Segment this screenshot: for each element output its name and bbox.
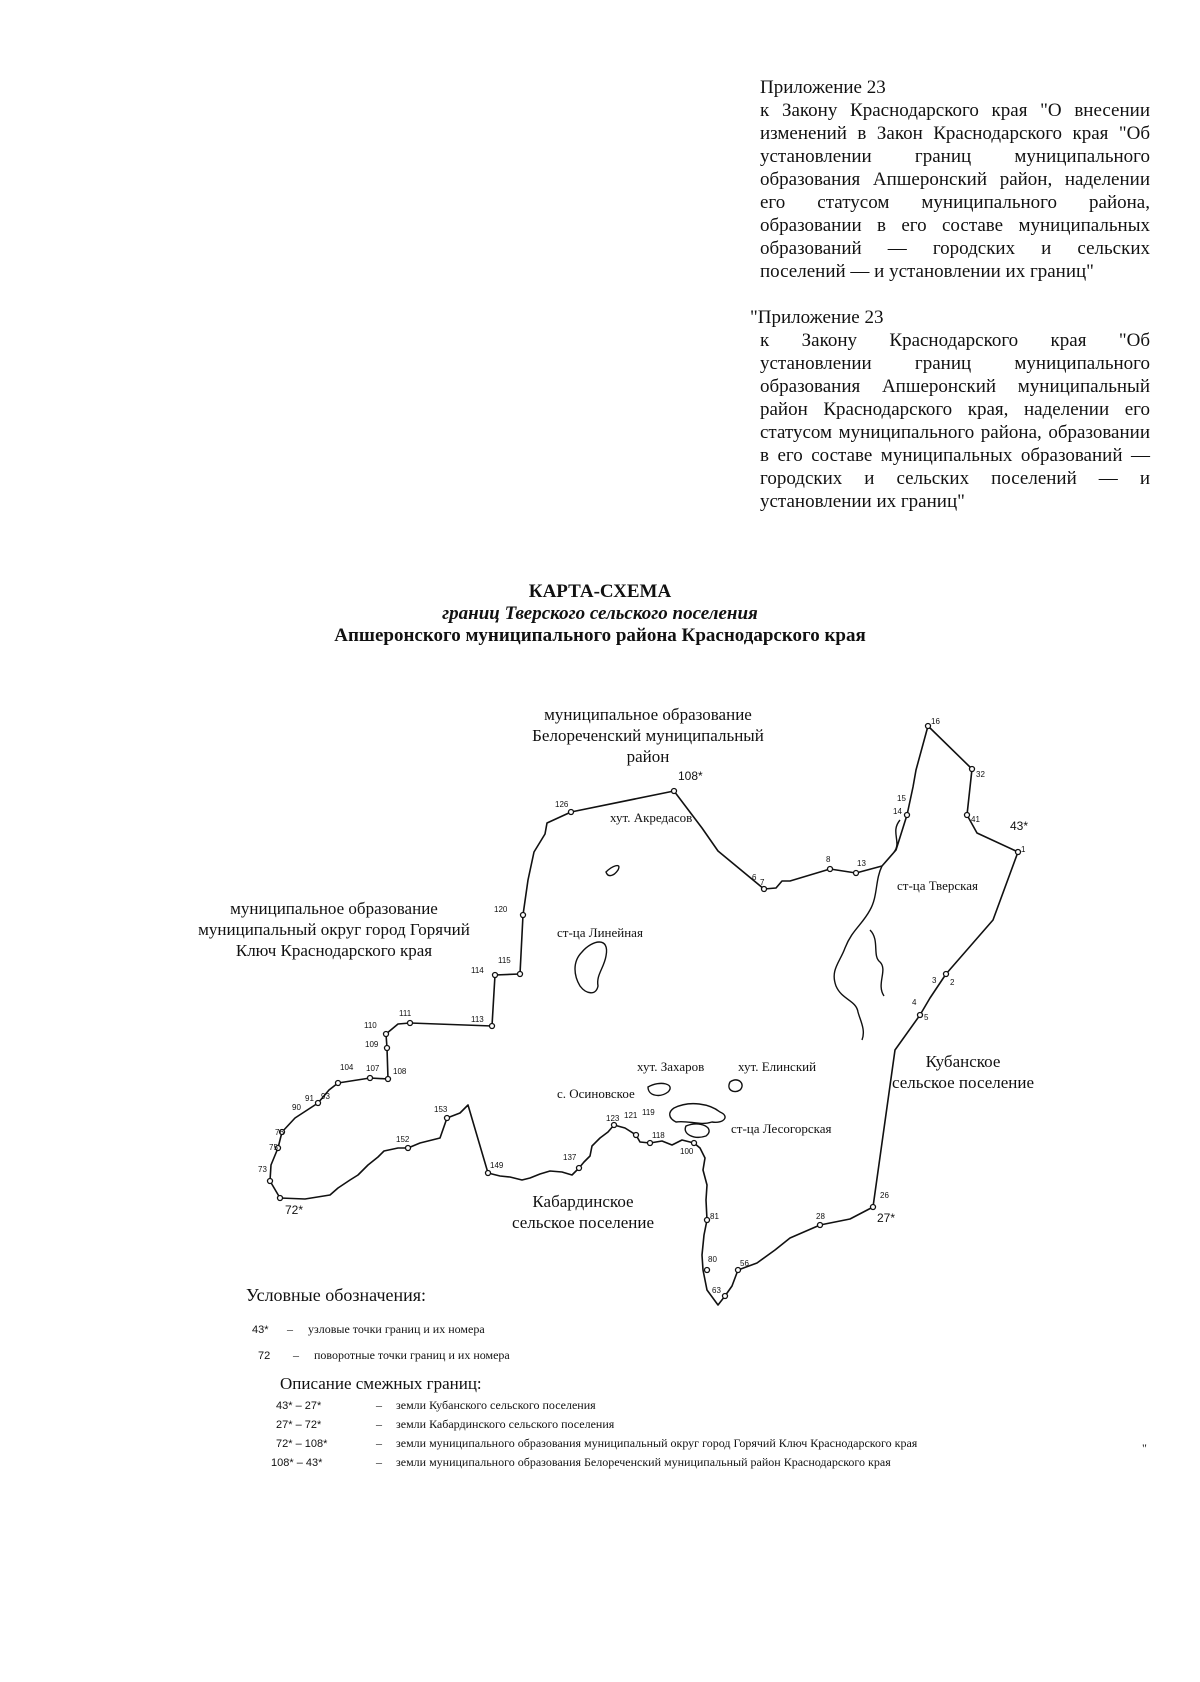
island-lesogorskaya	[670, 1104, 725, 1124]
node-91	[316, 1101, 321, 1106]
node-14	[905, 813, 910, 818]
node-113	[490, 1024, 495, 1029]
legend-text-2: поворотные точки границ и их номера	[314, 1348, 510, 1362]
adjacent-range-1: 43* – 27*	[276, 1400, 322, 1412]
label-115: 115	[498, 956, 511, 965]
node-118	[648, 1141, 653, 1146]
settlement-tverskaya: ст-ца Тверская	[897, 878, 979, 893]
node-8	[828, 867, 833, 872]
label-13: 13	[857, 859, 866, 868]
settlement-osinovskoe: с. Осиновское	[557, 1086, 635, 1101]
label-28: 28	[816, 1212, 825, 1221]
region-labels	[198, 705, 1034, 1232]
label-32: 32	[976, 770, 985, 779]
annex-2-title: "Приложение 23	[750, 307, 884, 328]
label-120: 120	[494, 905, 508, 914]
legend-key-2: 72	[258, 1350, 271, 1362]
label-80: 80	[708, 1255, 717, 1264]
node-120	[521, 913, 526, 918]
node-13	[854, 871, 859, 876]
node-107	[368, 1076, 373, 1081]
label-114: 114	[471, 966, 484, 975]
region-south-line-2: сельское поселение	[511, 1213, 655, 1232]
label-110: 110	[364, 1021, 377, 1030]
closing-quote-mark: "	[1142, 1441, 1147, 1455]
adjacent-range-4: 108* – 43*	[271, 1457, 323, 1469]
legend-row-1	[252, 1322, 485, 1337]
settlement-lineynaya: ст-ца Линейная	[557, 925, 643, 940]
label-63: 63	[712, 1286, 721, 1295]
island-elinsky	[729, 1080, 742, 1092]
node-119	[634, 1133, 639, 1138]
label-90: 90	[292, 1103, 301, 1112]
label-72: 72*	[285, 1203, 304, 1217]
region-west-line-2: муниципальный округ город Горячий	[198, 920, 470, 939]
label-149: 149	[490, 1161, 504, 1170]
label-14: 14	[893, 807, 902, 816]
adjacent-text-1: земли Кубанского сельского поселения	[396, 1398, 596, 1412]
label-6: 6	[752, 873, 757, 882]
label-2: 2	[950, 978, 955, 987]
adjacent-text-4: земли муниципального образования Белореченский муниципальный район Краснодарского края	[396, 1455, 891, 1469]
label-137: 137	[563, 1153, 577, 1162]
legend-text-1: узловые точки границ и их номера	[308, 1322, 485, 1336]
region-west-line-3: Ключ Краснодарского края	[235, 941, 433, 960]
legend-title: Условные обозначения:	[246, 1285, 427, 1305]
map-title-line-1: КАРТА-СХЕМА	[528, 581, 672, 602]
node-7	[762, 887, 767, 892]
label-8: 8	[826, 855, 831, 864]
adjacent-row-2: 27* – 72* – земли Кабардинского сельского поселения	[276, 1417, 615, 1431]
label-81: 81	[710, 1212, 719, 1221]
label-111: 111	[399, 1009, 412, 1018]
label-100: 100	[680, 1147, 694, 1156]
map-title-line-3: Апшеронского муниципального района Краснодарского края	[334, 625, 866, 646]
adjacent-range-2: 27* – 72*	[276, 1419, 322, 1431]
node-28	[818, 1223, 823, 1228]
node-32	[970, 767, 975, 772]
label-5: 5	[924, 1013, 929, 1022]
label-118: 118	[652, 1131, 665, 1140]
node-1	[1016, 850, 1021, 855]
region-east-line-2: сельское поселение	[891, 1073, 1035, 1092]
node-80	[705, 1268, 710, 1273]
node-73	[268, 1179, 273, 1184]
river-tverskaya	[834, 866, 882, 1040]
label-91: 91	[305, 1094, 314, 1103]
label-153: 153	[434, 1105, 448, 1114]
label-113: 113	[471, 1015, 484, 1024]
region-south-line-1: Кабардинское	[532, 1192, 634, 1211]
settlement-elinsky: хут. Елинский	[738, 1059, 817, 1074]
label-108-turn: 108	[393, 1067, 407, 1076]
label-26: 26	[880, 1191, 889, 1200]
label-107: 107	[366, 1064, 380, 1073]
label-75: 75	[269, 1143, 278, 1152]
node-63	[723, 1294, 728, 1299]
node-126	[569, 810, 574, 815]
adjacent-row-4: 108* – 43* – земли муниципального образования Белореченский муниципальный район Краснодарского края	[271, 1455, 891, 1469]
island-zakharov	[648, 1083, 670, 1095]
node-81	[705, 1218, 710, 1223]
label-119: 119	[642, 1108, 655, 1117]
label-16: 16	[931, 717, 940, 726]
settlement-akredasov: хут. Акредасов	[610, 810, 693, 825]
label-7: 7	[760, 878, 765, 887]
node-152	[406, 1146, 411, 1151]
node-104	[336, 1081, 341, 1086]
label-123: 123	[606, 1114, 620, 1123]
annex-1-text: к Закону Краснодарского края "О внесении изменений в Закон Краснодарского края "Об установлении границ муниципального образования Апшеронский район, наделении его статусом муниципального района, образовании в его составе муниципальных образований — городских и сельских поселений — и установлении их границ"	[760, 100, 1150, 282]
label-93: 93	[321, 1092, 330, 1101]
node-123	[612, 1123, 617, 1128]
node-110	[384, 1032, 389, 1037]
region-north-line-3: район	[626, 747, 670, 766]
region-west-line-1: муниципальное образование	[230, 899, 438, 918]
node-153	[445, 1116, 450, 1121]
label-73: 73	[258, 1165, 267, 1174]
legend-dash-2: –	[293, 1348, 299, 1362]
label-121: 121	[624, 1111, 638, 1120]
node-2	[944, 972, 949, 977]
label-76: 76	[275, 1128, 284, 1137]
label-126: 126	[555, 800, 569, 809]
adjacent-range-3: 72* – 108*	[276, 1438, 328, 1450]
label-56: 56	[740, 1259, 749, 1268]
settlement-zakharov: хут. Захаров	[637, 1059, 705, 1074]
label-15: 15	[897, 794, 906, 803]
region-north-line-2: Белореченский муниципальный	[532, 726, 764, 745]
node-115	[518, 972, 523, 977]
node-56	[736, 1268, 741, 1273]
legend-key-1: 43*	[252, 1324, 269, 1336]
label-108-node: 108*	[678, 769, 703, 783]
island-lesogorskaya-2	[685, 1124, 709, 1137]
region-north-line-1: муниципальное образование	[544, 705, 752, 724]
adjacent-row-3: 72* – 108* – земли муниципального образования муниципальный округ город Горячий Ключ Краснодарского края	[276, 1436, 918, 1450]
label-109: 109	[365, 1040, 379, 1049]
annex-2-text: к Закону Краснодарского края "Об установлении границ муниципального образования Апшеронский муниципальный район Краснодарского края, наделении его статусом муниципального района, образовании в его составе муниципальных образований — городских и сельских поселений — и установлении их границ"	[760, 330, 1150, 512]
label-1: 1	[1021, 845, 1026, 854]
region-east-line-1: Кубанское	[925, 1052, 1001, 1071]
adjacent-row-1: 43* – 27* – земли Кубанского сельского поселения	[276, 1398, 596, 1412]
adjacent-text-3: земли муниципального образования муниципальный округ город Горячий Ключ Краснодарского края	[396, 1436, 918, 1450]
node-16	[926, 724, 931, 729]
node-72	[278, 1196, 283, 1201]
node-149	[486, 1171, 491, 1176]
adjacent-text-2: земли Кабардинского сельского поселения	[396, 1417, 615, 1431]
node-108	[672, 789, 677, 794]
settlement-lesogorskaya: ст-ца Лесогорская	[731, 1121, 832, 1136]
node-111	[408, 1021, 413, 1026]
legend-row-2	[258, 1348, 510, 1363]
adjacent-title: Описание смежных границ:	[280, 1374, 482, 1393]
island-akredasov	[606, 866, 619, 876]
label-152: 152	[396, 1135, 410, 1144]
node-109	[385, 1046, 390, 1051]
point-labels	[258, 717, 1028, 1295]
label-27: 27*	[877, 1211, 896, 1225]
node-114	[493, 973, 498, 978]
node-41	[965, 813, 970, 818]
annex-1-title: Приложение 23	[760, 77, 886, 98]
river-tverskaya-branch	[870, 820, 900, 996]
legend-dash-1: –	[287, 1322, 293, 1336]
label-43: 43*	[1010, 819, 1029, 833]
label-3: 3	[932, 976, 937, 985]
map-title-line-2: границ Тверского сельского поселения	[442, 603, 758, 624]
island-lineynaya	[575, 942, 607, 993]
node-100	[692, 1141, 697, 1146]
node-27	[871, 1205, 876, 1210]
node-108-turn	[386, 1077, 391, 1082]
label-4: 4	[912, 998, 917, 1007]
node-5	[918, 1013, 923, 1018]
node-137	[577, 1166, 582, 1171]
label-104: 104	[340, 1063, 354, 1072]
label-41: 41	[971, 815, 980, 824]
